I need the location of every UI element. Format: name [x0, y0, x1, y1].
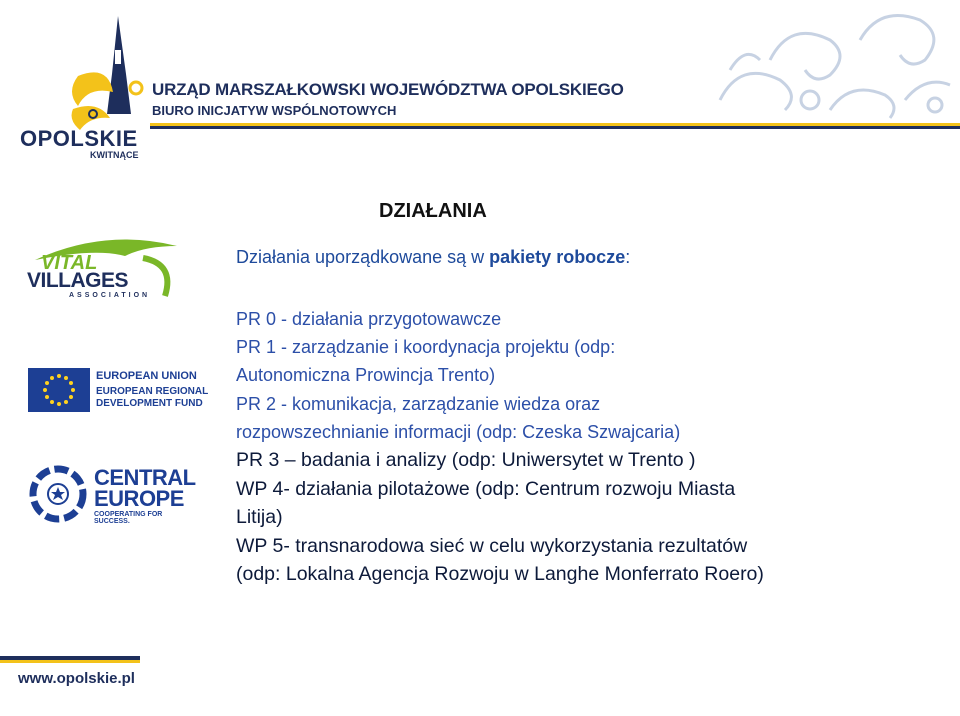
vital-villages-logo: [25, 236, 185, 304]
eu-line1: EUROPEAN UNION: [96, 370, 197, 382]
work-package-line: (odp: Lokalna Agencja Rozwoju w Langhe Monferrato Roero): [236, 563, 764, 585]
central-line1: CENTRAL: [94, 465, 196, 490]
work-package-line: WP 4- działania pilotażowe (odp: Centrum rozwoju Miasta: [236, 478, 736, 500]
central-europe-logo: [28, 465, 198, 523]
intro-bold: pakiety robocze: [489, 247, 626, 267]
vital-line1: VITAL: [41, 252, 98, 274]
work-package-line: Autonomiczna Prowincja Trento): [236, 365, 496, 385]
vital-line3: ASSOCIATION: [69, 292, 151, 299]
eu-regional-fund-logo: [28, 368, 209, 412]
intro-prefix: Działania uporządkowane są w: [236, 247, 490, 267]
footer-divider-yellow: [0, 660, 140, 663]
header-divider-navy: [150, 126, 960, 129]
eu-line2: EUROPEAN REGIONAL: [96, 386, 209, 397]
slide-title: DZIAŁANIA: [379, 200, 487, 222]
footer-website-link[interactable]: www.opolskie.pl: [18, 670, 135, 687]
star-circle-icon: [28, 465, 90, 523]
intro-text: [236, 247, 630, 268]
logo-tagline: KWITNĄCE: [90, 150, 139, 160]
header-subtitle: BIURO INICJATYW WSPÓLNOTOWYCH: [152, 103, 397, 118]
work-package-line: Litija): [236, 506, 283, 528]
vital-line2: VILLAGES: [27, 269, 129, 292]
intro-suffix: :: [625, 247, 631, 267]
logo-wordmark: OPOLSKIE: [20, 126, 138, 151]
central-line3: COOPERATING FOR SUCCESS.: [94, 511, 163, 525]
swirl-ornament-icon: [700, 0, 960, 122]
header-title: URZĄD MARSZAŁKOWSKI WOJEWÓDZTWA OPOLSKIEGO: [152, 80, 624, 99]
work-package-line: rozpowszechnianie informacji (odp: Czeska Szwajcaria): [236, 422, 681, 442]
central-line2: EUROPE: [94, 486, 184, 511]
work-package-line: PR 1 - zarządzanie i koordynacja projektu (odp:: [236, 337, 616, 357]
work-package-line: WP 5- transnarodowa sieć w celu wykorzystania rezultatów: [236, 535, 748, 557]
eu-line3: DEVELOPMENT FUND: [96, 398, 203, 409]
work-package-line: PR 3 – badania i analizy (odp: Uniwersytet w Trento ): [236, 449, 696, 471]
opolskie-logo: [18, 14, 148, 164]
work-package-line: PR 0 - działania przygotowawcze: [236, 309, 502, 329]
work-package-line: PR 2 - komunikacja, zarządzanie wiedza oraz: [236, 394, 601, 414]
eu-flag-icon: [28, 368, 90, 412]
